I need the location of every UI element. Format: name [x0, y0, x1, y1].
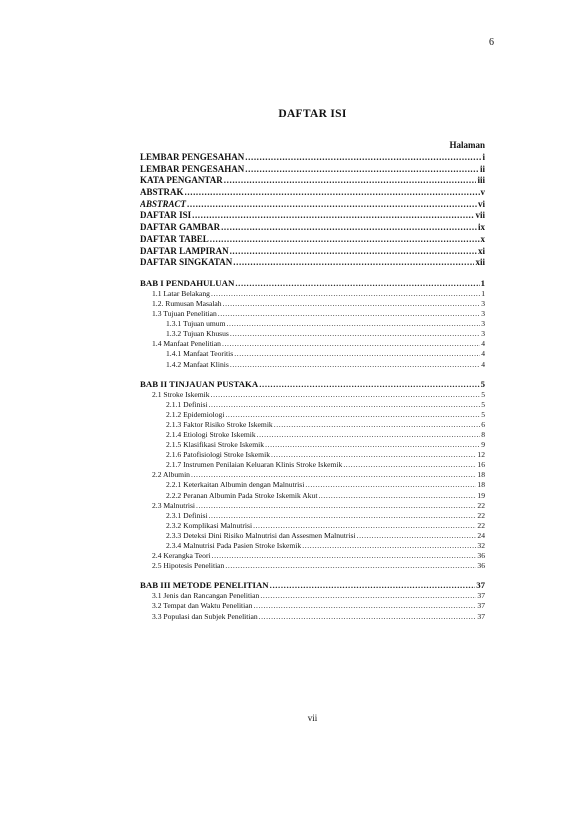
toc-entry-page: vi: [477, 198, 485, 209]
front-matter-entry: [140, 222, 485, 234]
dot-leader: [257, 430, 481, 440]
dot-leader: [222, 339, 480, 349]
toc-entry-label: BAB I PENDAHULUAN: [140, 277, 235, 288]
dot-leader: [230, 329, 480, 339]
front-matter-entry: [140, 175, 485, 187]
toc-entry: [140, 591, 485, 601]
toc-entry-label: 2.3.1 Definisi: [166, 510, 208, 520]
front-matter-entry: [140, 199, 485, 211]
dot-leader: [302, 541, 476, 551]
toc-entry: [140, 390, 485, 400]
spacer: [140, 370, 485, 379]
front-matter-entry: [140, 257, 485, 269]
toc-entry-label: 1.2. Rumusan Masalah: [152, 298, 222, 308]
dot-leader: [210, 234, 480, 246]
toc-entry-page: 37: [477, 601, 485, 611]
dot-leader: [271, 450, 476, 460]
toc-entry-page: 4: [481, 349, 485, 359]
toc-entry-label: 1.4.1 Manfaat Teoritis: [166, 349, 234, 359]
dot-leader: [253, 601, 476, 611]
toc-entry-page: 3: [481, 298, 485, 308]
dot-leader: [211, 289, 480, 299]
toc-entry-label: ABSTRAK: [140, 187, 184, 198]
toc-entry-page: 8: [481, 430, 485, 439]
toc-entry: [140, 480, 485, 490]
toc-entry-page: 5: [481, 399, 485, 409]
toc-entry-label: ABSTRACT: [140, 198, 187, 209]
dot-leader: [260, 591, 476, 601]
toc-entry: [140, 319, 485, 329]
toc-entry-page: 12: [477, 450, 485, 460]
toc-entry-page: i: [482, 152, 485, 162]
toc-entry: [140, 349, 485, 359]
toc-entry-label: 2.2.1 Keterkaitan Albumin dengan Malnutrisi: [166, 480, 305, 490]
toc-entry: [140, 601, 485, 611]
dot-leader: [224, 175, 477, 187]
dot-leader: [212, 551, 477, 561]
dot-leader: [318, 491, 476, 501]
table-of-contents: [140, 152, 485, 622]
dot-leader: [343, 460, 476, 470]
toc-entry-label: 1.3.2 Tujuan Khusus: [166, 329, 229, 339]
page-number-top: 6: [489, 37, 494, 48]
toc-entry-page: 1: [481, 288, 485, 298]
toc-entry-label: 2.1.7 Instrumen Penilaian Keluaran Klinis Stroke Iskemik: [166, 460, 343, 470]
toc-entry-label: 2.1 Stroke Iskemik: [152, 389, 210, 399]
toc-entry: [140, 561, 485, 571]
chapters-list: [140, 269, 485, 622]
page-title: DAFTAR ISI: [278, 108, 347, 120]
toc-entry-label: 1.4.2 Manfaat Klinis: [166, 359, 229, 369]
toc-entry-page: 16: [477, 460, 485, 470]
dot-leader: [259, 612, 477, 622]
toc-entry-page: 37: [476, 580, 485, 591]
toc-entry: [140, 420, 485, 430]
toc-entry: [140, 339, 485, 349]
toc-entry-page: 36: [477, 551, 485, 561]
toc-entry-label: BAB III METODE PENELITIAN: [140, 580, 269, 591]
toc-entry-label: 2.1.1 Definisi: [166, 399, 208, 409]
toc-entry-page: 18: [477, 470, 485, 480]
dot-leader: [230, 246, 477, 258]
toc-entry-label: LEMBAR PENGESAHAN: [140, 163, 245, 174]
toc-entry: [140, 521, 485, 531]
toc-entry: [140, 299, 485, 309]
dot-leader: [233, 257, 474, 269]
toc-entry: [140, 511, 485, 521]
toc-entry-page: ii: [479, 163, 485, 174]
dot-leader: [185, 187, 480, 199]
toc-entry-label: 2.3.3 Deteksi Dini Risiko Malnutrisi dan Assesmen Malnutrisi: [166, 530, 356, 540]
toc-entry: [140, 329, 485, 339]
toc-entry: [140, 410, 485, 420]
toc-entry-label: 2.3 Malnutrisi: [152, 500, 196, 510]
toc-entry-page: vii: [475, 210, 485, 221]
dot-leader: [221, 222, 477, 234]
chapter-heading: [140, 379, 485, 390]
toc-entry-page: x: [480, 233, 485, 244]
toc-entry-label: 2.1.2 Epidemiologi: [166, 409, 225, 419]
toc-entry-page: 22: [477, 510, 485, 520]
toc-entry-label: 3.2 Tempat dan Waktu Penelitian: [152, 601, 253, 611]
toc-entry-label: 1.3.1 Tujuan umum: [166, 319, 226, 329]
toc-entry: [140, 440, 485, 450]
toc-entry: [140, 309, 485, 319]
dot-leader: [270, 580, 476, 591]
toc-entry-page: 9: [481, 440, 485, 450]
front-matter-entry: [140, 210, 485, 222]
toc-entry-page: 19: [477, 490, 485, 500]
toc-entry: [140, 491, 485, 501]
toc-entry-label: 2.5 Hipotesis Penelitian: [152, 561, 225, 571]
toc-entry-page: 22: [477, 520, 485, 530]
dot-leader: [234, 349, 480, 359]
front-matter-entry: [140, 234, 485, 246]
toc-entry: [140, 541, 485, 551]
dot-leader: [230, 360, 480, 370]
toc-entry-page: 3: [481, 329, 485, 339]
toc-entry-label: DAFTAR SINGKATAN: [140, 257, 233, 268]
toc-entry-page: 5: [481, 409, 485, 419]
toc-entry-label: 2.1.4 Etiologi Stroke Iskemik: [166, 430, 256, 439]
page-number-bottom: vii: [307, 713, 318, 723]
toc-entry-page: 24: [477, 530, 485, 540]
dot-leader: [223, 299, 481, 309]
toc-entry: [140, 400, 485, 410]
toc-entry: [140, 360, 485, 370]
dot-leader: [211, 390, 481, 400]
toc-entry: [140, 470, 485, 480]
toc-entry: [140, 612, 485, 622]
toc-entry-page: 3: [481, 309, 485, 319]
toc-entry: [140, 460, 485, 470]
toc-entry-label: 2.3.4 Malnutrisi Pada Pasien Stroke Iskemik: [166, 541, 302, 551]
toc-entry-label: 3.1 Jenis dan Rancangan Penelitian: [152, 591, 260, 601]
halaman-header: Halaman: [449, 140, 485, 150]
toc-entry-page: xii: [475, 257, 485, 268]
toc-entry-label: DAFTAR ISI: [140, 210, 192, 221]
dot-leader: [274, 420, 480, 430]
toc-entry-label: 2.2.2 Peranan Albumin Pada Stroke Iskemik Akut: [166, 490, 318, 500]
front-matter-entry: [140, 246, 485, 258]
toc-entry-page: 18: [477, 480, 485, 490]
toc-entry-page: 37: [477, 591, 485, 601]
front-matter-list: [140, 152, 485, 269]
dot-leader: [245, 152, 481, 164]
toc-entry-label: 1.3 Tujuan Penelitian: [152, 309, 217, 319]
toc-entry-label: 2.1.6 Patofisiologi Stroke Iskemik: [166, 450, 270, 460]
dot-leader: [218, 309, 480, 319]
toc-entry: [140, 551, 485, 561]
dot-leader: [253, 521, 476, 531]
chapter-heading: [140, 580, 485, 591]
dot-leader: [191, 470, 476, 480]
toc-entry-page: 1: [480, 277, 485, 288]
toc-entry-page: 4: [481, 339, 485, 349]
toc-entry-label: DAFTAR TABEL: [140, 233, 209, 244]
dot-leader: [259, 379, 479, 390]
toc-entry-label: 2.3.2 Komplikasi Malnutrisi: [166, 520, 253, 530]
toc-entry-page: 6: [481, 419, 485, 429]
toc-entry: [140, 430, 485, 440]
toc-entry-page: 22: [477, 500, 485, 510]
toc-entry-label: 1.1 Latar Belakang: [152, 288, 210, 298]
dot-leader: [192, 210, 474, 222]
toc-entry-page: 36: [477, 561, 485, 571]
toc-entry-label: 1.4 Manfaat Penelitian: [152, 339, 221, 349]
toc-entry-page: xi: [477, 245, 485, 256]
dot-leader: [187, 199, 477, 211]
toc-entry: [140, 531, 485, 541]
toc-entry-page: 32: [477, 541, 485, 551]
toc-entry: [140, 501, 485, 511]
dot-leader: [225, 561, 476, 571]
dot-leader: [245, 164, 479, 176]
toc-entry-label: 2.4 Kerangka Teori: [152, 551, 211, 561]
dot-leader: [305, 480, 476, 490]
toc-entry-page: 5: [480, 378, 485, 389]
toc-entry-label: 2.1.3 Faktor Risiko Stroke Iskemik: [166, 419, 273, 429]
dot-leader: [265, 440, 480, 450]
dot-leader: [209, 511, 477, 521]
toc-entry-label: 2.2 Albumin: [152, 470, 190, 480]
dot-leader: [227, 319, 481, 329]
dot-leader: [235, 278, 479, 289]
dot-leader: [225, 410, 480, 420]
toc-entry-label: LEMBAR PENGESAHAN: [140, 152, 245, 162]
dot-leader: [357, 531, 477, 541]
toc-entry-page: 37: [477, 611, 485, 621]
dot-leader: [196, 501, 476, 511]
toc-entry-label: DAFTAR GAMBAR: [140, 222, 221, 233]
toc-entry-label: BAB II TINJAUAN PUSTAKA: [140, 378, 259, 389]
front-matter-entry: [140, 164, 485, 176]
spacer: [140, 269, 485, 278]
toc-entry-page: 4: [481, 359, 485, 369]
spacer: [140, 571, 485, 580]
dot-leader: [209, 400, 481, 410]
toc-entry: [140, 450, 485, 460]
toc-entry-page: ix: [477, 222, 485, 233]
toc-entry: [140, 289, 485, 299]
chapter-heading: [140, 278, 485, 289]
toc-entry-label: KATA PENGANTAR: [140, 175, 223, 186]
toc-entry-page: 5: [481, 389, 485, 399]
front-matter-entry: [140, 187, 485, 199]
toc-entry-page: 3: [481, 319, 485, 329]
toc-entry-page: iii: [477, 175, 485, 186]
toc-entry-label: DAFTAR LAMPIRAN: [140, 245, 229, 256]
toc-entry-page: v: [480, 187, 485, 198]
front-matter-entry: [140, 152, 485, 164]
toc-entry-label: 2.1.5 Klasifikasi Stroke Iskemik: [166, 440, 265, 450]
toc-entry-label: 3.3 Populasi dan Subjek Penelitian: [152, 611, 258, 621]
